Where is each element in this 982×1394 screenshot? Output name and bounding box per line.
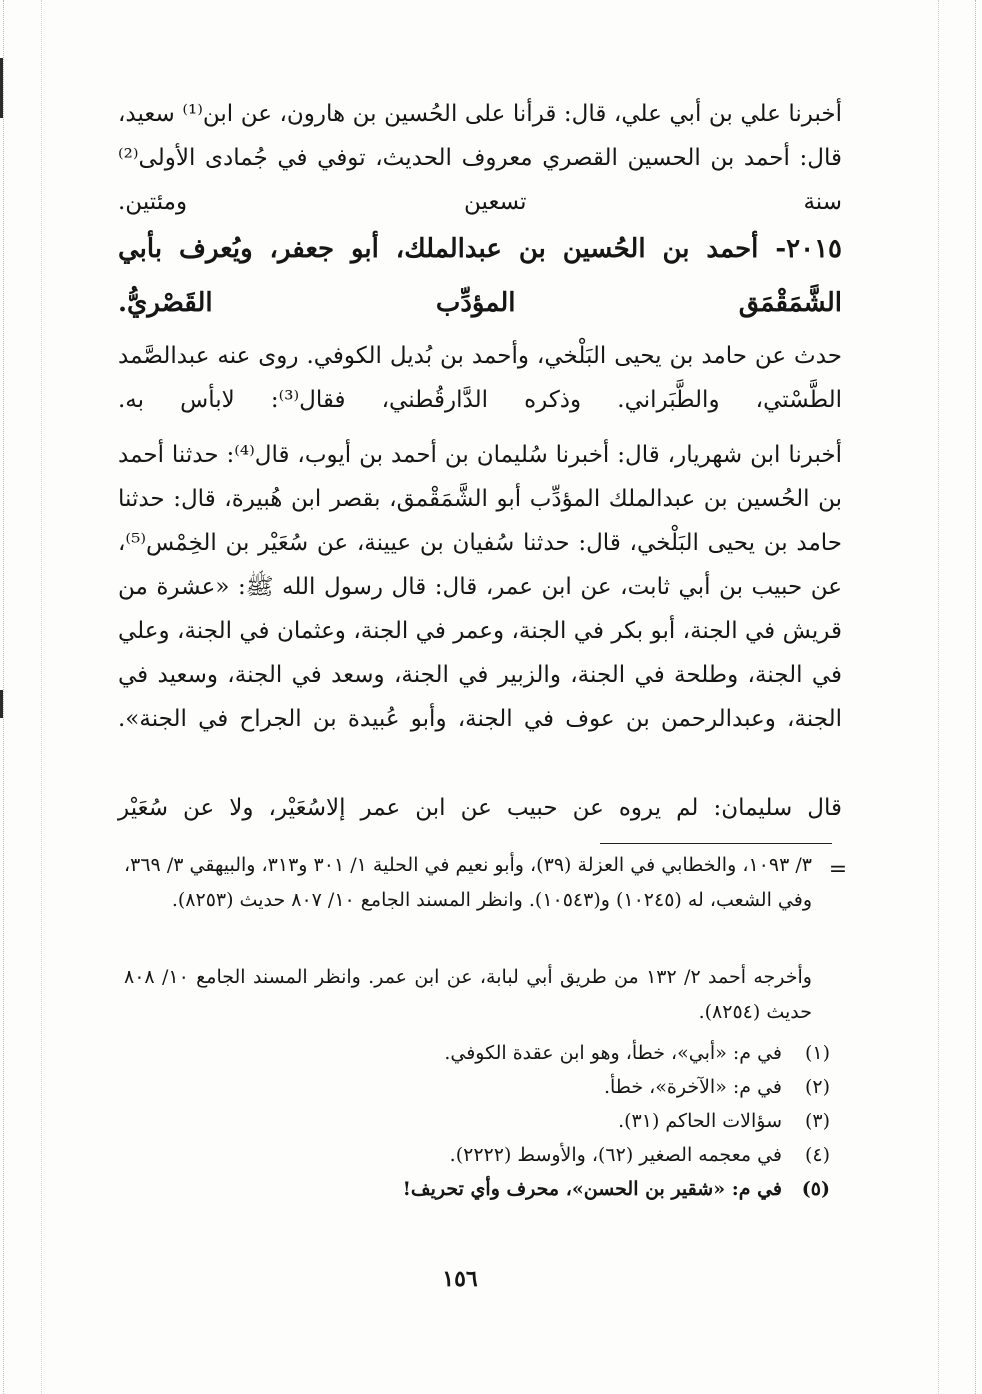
body-paragraph-4: قال سليمان: لم يروه عن حبيب عن ابن عمر إلاسُعَيْر، ولا عن سُعَيْر <box>118 795 842 821</box>
footnote-item <box>380 1036 830 1070</box>
scan-margin-line-right <box>975 0 976 1394</box>
footnote-text: في معجمه الصغير (٦٢)، والأوسط (٢٢٢٢). <box>449 1144 782 1166</box>
footnote-text: سؤالات الحاكم (٣١). <box>618 1110 782 1132</box>
footnote-number: (٤) <box>804 1144 830 1166</box>
scan-margin-line-right-inner <box>938 0 939 1394</box>
scan-edge-mark <box>0 690 3 718</box>
footnote-number: (١) <box>804 1042 830 1064</box>
scan-margin-line-left <box>3 0 4 1394</box>
footnote-continuation-mark: = <box>828 857 848 882</box>
body-paragraph-3: أخبرنا ابن شهريار، قال: أخبرنا سُليمان بن أحمد بن أيوب، قال⁽⁴⁾: حدثنا أحمد بن الحُسين بن عبدالملك المؤدِّب أبو الشَّمَقْمق، بقصر ابن هُبيرة، قال: حدثنا حامد بن يحيى البَلْخي، قال: حدثنا سُفيان بن عيينة، عن سُعَيْر بن الخِمْس⁽⁵⁾، عن حبيب بن أبي ثابت، عن ابن عمر، قال: قال رسول الله ﷺ: «عشرة من قريش في الجنة، أبو بكر في الجنة، وعمر في الجنة، وعثمان في الجنة، وعلي في الجنة، وطلحة في الجنة، والزبير في الجنة، وسعد في الجنة، وسعيد في الجنة، وعبدالرحمن بن عوف في الجنة، وأبو عُبيدة بن الجراح في الجنة». <box>118 442 842 732</box>
footnote-text: في م: «أبي»، خطأ، وهو ابن عقدة الكوفي. <box>444 1042 782 1064</box>
footnote-item <box>380 1104 830 1138</box>
scan-edge-mark <box>0 58 3 118</box>
body-paragraph-1: أخبرنا علي بن أبي علي، قال: قرأنا على الحُسين بن هارون، عن ابن⁽¹⁾ سعيد، قال: أحمد بن الحسين القصري معروف الحديث، توفي في جُمادى الأولى⁽²⁾ سنة تسعين ومئتين. <box>118 101 843 215</box>
page-number: ١٥٦ <box>442 1266 478 1292</box>
footnote-text: في م: «الآخرة»، خطأ. <box>603 1076 782 1098</box>
footnote-list <box>380 1036 830 1206</box>
footnote-continuation: ٣/ ١٠٩٣، والخطابي في العزلة (٣٩)، وأبو نعيم في الحلية ١/ ٣٠١ و٣١٣، والبيهقي ٣/ ٣٦٩، وفي الشعب، له (١٠٢٤٥) و(١٠٥٤٣). وانظر المسند الجامع ١٠/ ٨٠٧ حديث (٨٢٥٣). <box>124 854 812 911</box>
footnote-number: (٥) <box>801 1178 830 1200</box>
footnote-item <box>380 1172 830 1206</box>
footnote-item <box>380 1138 830 1172</box>
footnote-separator <box>600 843 832 844</box>
footnote-number: (٣) <box>804 1110 830 1132</box>
footnote-extra-paragraph: وأخرجه أحمد ٢/ ١٣٢ من طريق أبي لبابة، عن ابن عمر. وانظر المسند الجامع ١٠/ ٨٠٨ حديث (٨٢٥٤). <box>124 966 812 1023</box>
scan-margin-line-left-inner <box>41 0 42 1394</box>
footnote-number: (٢) <box>804 1076 830 1098</box>
footnote-text: في م: «شقير بن الحسن»، محرف وأي تحريف! <box>402 1178 782 1200</box>
body-paragraph-2: حدث عن حامد بن يحيى البَلْخي، وأحمد بن بُديل الكوفي. روى عنه عبدالصَّمد الطَّسْتي، والطَّبَراني. وذكره الدَّارقُطني، فقال⁽³⁾: لابأس به. <box>118 343 842 413</box>
footnote-item <box>380 1070 830 1104</box>
entry-heading: ٢٠١٥- أحمد بن الحُسين بن عبدالملك، أبو جعفر، ويُعرف بأبي الشَّمَقْمَق المؤدِّب القَصْريُّ. <box>118 234 842 318</box>
